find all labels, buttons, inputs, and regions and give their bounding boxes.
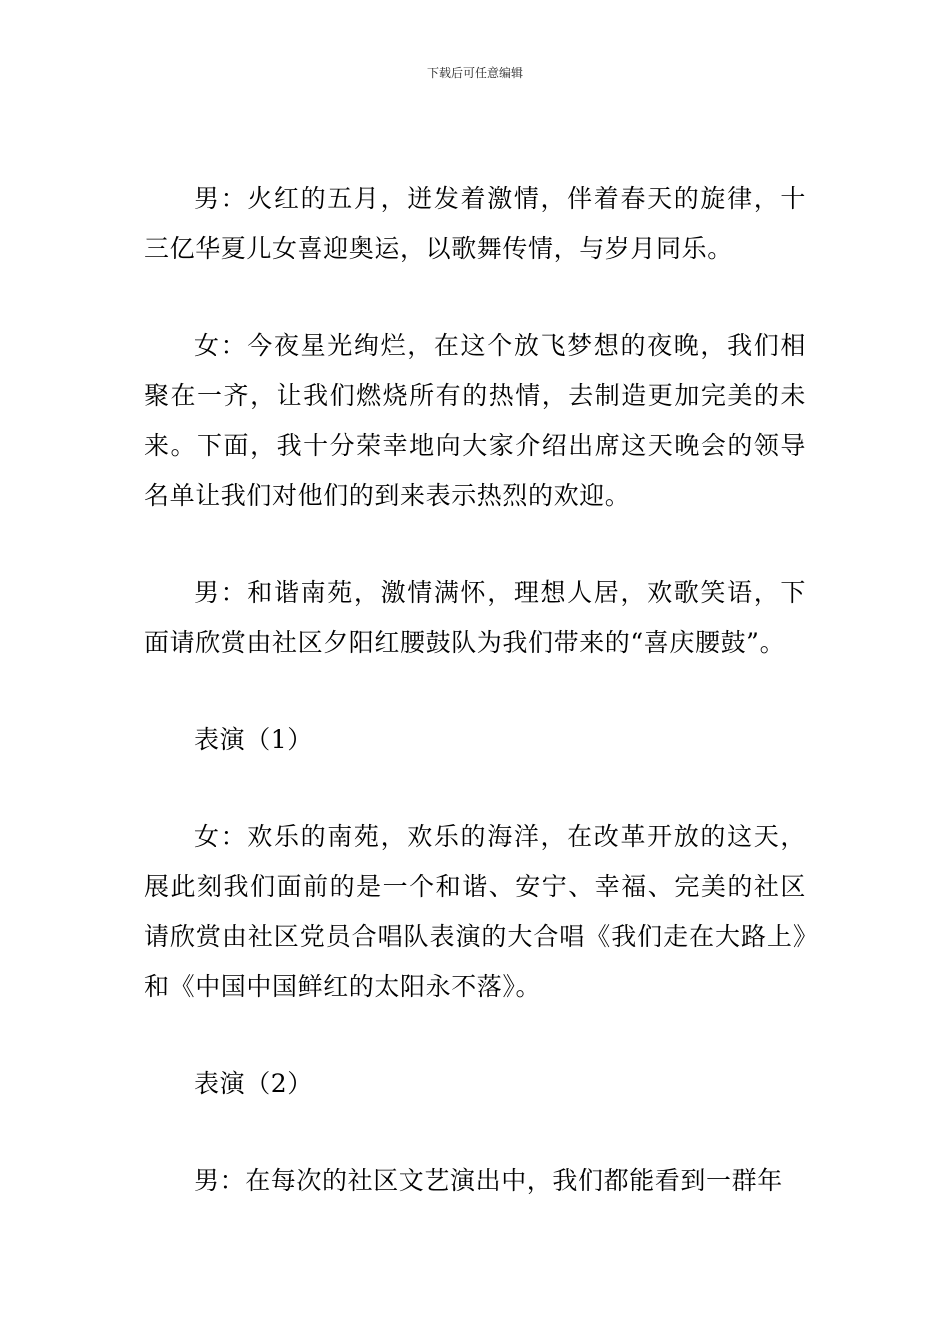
performance-label-2: 表演（2） (194, 1069, 313, 1098)
paragraph-female-welcome: 女：今夜星光绚烂，在这个放飞梦想的夜晚，我们相聚在一齐，让我们燃烧所有的热情，去制造更加完美的未来。下面，我十分荣幸地向大家介绍出席这天晚会的领导名单让我们对他们的到来表示热烈的欢迎。 (144, 331, 806, 510)
paragraph-male-continuation: 男：在每次的社区文艺演出中，我们都能看到一群年 (194, 1166, 783, 1195)
paragraph-female-chorus-intro: 女：欢乐的南苑，欢乐的海洋，在改革开放的这天，展此刻我们面前的是一个和谐、安宁、幸福、完美的社区请欣赏由社区党员合唱队表演的大合唱《我们走在大路上》和《中国中国鲜红的太阳永不落》。 (144, 822, 806, 1001)
paragraph-male-opening: 男：火红的五月，迸发着激情，伴着春天的旋律，十三亿华夏儿女喜迎奥运，以歌舞传情，与岁月同乐。 (144, 184, 806, 263)
document-body (144, 174, 806, 1206)
performance-label-1: 表演（1） (194, 725, 313, 754)
paragraph-male-drum-intro: 男：和谐南苑，激情满怀，理想人居，欢歌笑语，下面请欣赏由社区夕阳红腰鼓队为我们带来的“喜庆腰鼓”。 (144, 578, 806, 657)
header-note: 下载后可任意编辑 (426, 66, 523, 80)
